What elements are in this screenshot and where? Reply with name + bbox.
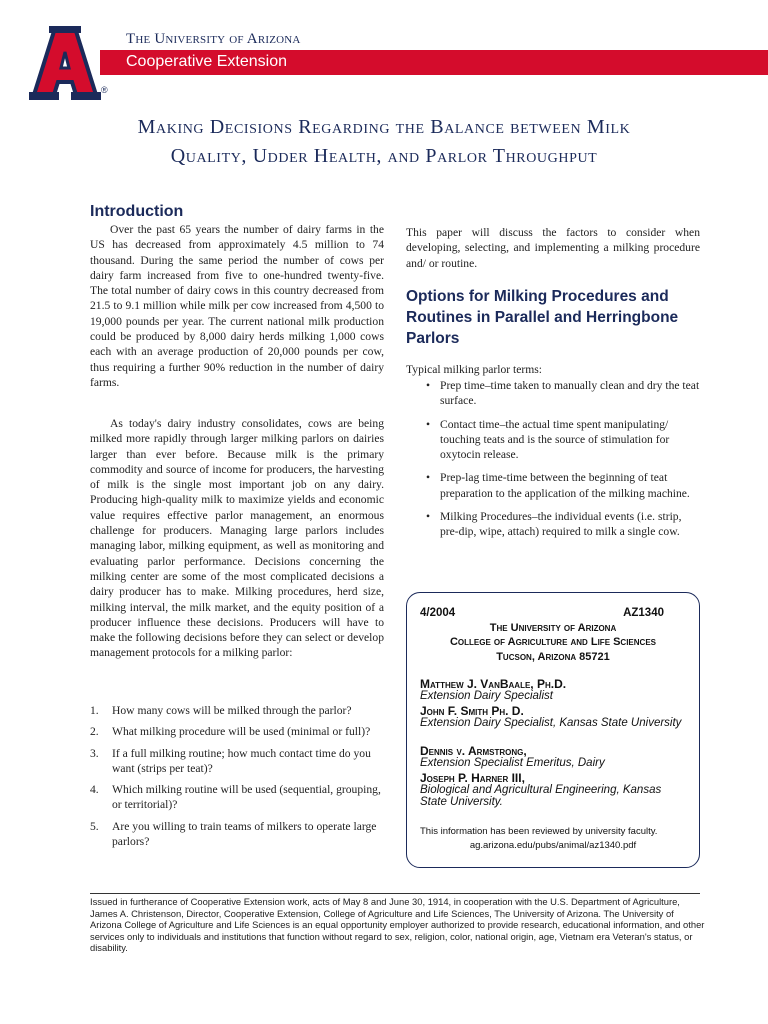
list-item: 2. What milking procedure will be used (minimal or full)? (90, 725, 371, 739)
author-role: Biological and Agricultural Engineering, Kansas State University. (420, 784, 662, 808)
footer-divider (90, 893, 700, 894)
registered-mark: ® (101, 85, 108, 95)
list-item: • Milking Procedures–the individual events (i.e. strip, pre-dip, wipe, attach) required to milk a single cow. (426, 510, 682, 539)
author-role: Extension Dairy Specialist (420, 690, 553, 702)
list-item: 4. Which milking routine will be used (sequential, grouping, or territorial)? (90, 783, 381, 812)
list-item: • Contact time–the actual time spent manipulating/ touching teats and is the source of stimulation for oxytocin release. (426, 417, 670, 462)
intro-paragraph-2: As today's dairy industry consolidates, cows are being milked more rapidly through larger milking parlors on dairies larger than ever before. Because milk is the primary commodity and source of income for producers, the harvesting of milk is the single most important job on any dairy. Producing high-quality milk to maximize yields and economic value requires effective parlor management, an enormous challenge for producers. Managing large parlors includes managing labor, milking equipment, as well as monitoring and evaluating parlor performance. Decisions concerning the milking center are some of the most complicated decisions a dairy producer has to make. Milking procedures, herd size, milking interval, the milk market, and the equity position of a producer influence these decisions. Producers will have to make the following decisions before they can select or develop management protocols for a milking parlor: (90, 417, 384, 660)
decision-questions-list (90, 703, 384, 855)
list-item: 5. Are you willing to train teams of milkers to operate large parlors? (90, 819, 377, 849)
review-note: This information has been reviewed by university faculty. (420, 826, 658, 837)
author-role: Extension Specialist Emeritus, Dairy (420, 757, 605, 769)
introduction-heading: Introduction (90, 203, 184, 220)
document-title (60, 113, 708, 171)
author-role: Extension Dairy Specialist, Kansas State University (420, 717, 682, 729)
terms-intro: Typical milking parlor terms: (406, 363, 543, 376)
options-heading: Options for Milking Procedures and Routines in Parallel and Herringbone Parlors (406, 288, 679, 347)
list-item: 1. How many cows will be milked through the parlor? (90, 704, 352, 717)
intro-paragraph-1: Over the past 65 years the number of dairy farms in the US has decreased from approximately 4.5 million to 74 thousand. During the same period the number of cows per dairy farm increased from five to one-hundred twenty-five. The total number of dairy cows in this country decreased from 21.5 to 9.1 million while milk per cow increased from 4,500 to 19,000 pounds per year. The current national milk production could be produced by 8,000 dairy herds milking 1,000 cows each with an average production of 20,000 pounds per cow, thus requiring a further 90% reduction in the number of dairy farms. (90, 223, 384, 389)
university-name: The University of Arizona (126, 31, 301, 47)
publication-url[interactable]: ag.arizona.edu/pubs/animal/az1340.pdf (469, 840, 637, 851)
author-name: Dennis v. Armstrong, (420, 744, 527, 758)
footer-disclaimer: Issued in furtherance of Cooperative Extension work, acts of May 8 and June 30, 1914, in cooperation with the U.S. Department of Agriculture, James A. Christenson, Director, Cooperative Extension, College of Agriculture and Life Sciences, The University of Arizona. The University of Arizona College of Agriculture and Life Sciences is an equal opportunity employer authorized to provide research, educational information, and other services only to individuals and institutions that function without regard to sex, religion, color, national origin, age, Vietnam era Veteran's status, or disability. (90, 896, 705, 954)
title-line-1: Making Decisions Regarding the Balance between Milk (137, 116, 631, 138)
org-location: Tucson, Arizona 85721 (496, 651, 610, 663)
author-name: Joseph P. Harner III, (420, 771, 525, 785)
list-item: • Prep-lag time-time between the beginning of teat preparation to the application of the milking machine. (426, 471, 690, 500)
org-university: The University of Arizona (489, 622, 617, 634)
publication-date: 4/2004 (420, 607, 456, 619)
paper-overview-paragraph: This paper will discuss the factors to consider when developing, selecting, and implementing a milking procedure and/ or routine. (406, 226, 700, 270)
title-line-2: Quality, Udder Health, and Parlor Throughput (170, 145, 598, 167)
list-item: 3. If a full milking routine; how much contact time do you want (strips per teat)? (90, 746, 371, 775)
extension-banner-text: Cooperative Extension (126, 53, 287, 70)
author-name: Matthew J. VanBaale, Ph.D. (420, 677, 567, 691)
publication-code: AZ1340 (623, 607, 664, 619)
publication-info-box (406, 592, 700, 868)
list-item: • Prep time–time taken to manually clean and dry the teat surface. (426, 379, 700, 408)
author-name: John F. Smith Ph. D. (420, 704, 524, 718)
parlor-terms-list (426, 378, 700, 548)
org-college: College of Agriculture and Life Sciences (449, 636, 656, 648)
university-logo (25, 24, 105, 104)
